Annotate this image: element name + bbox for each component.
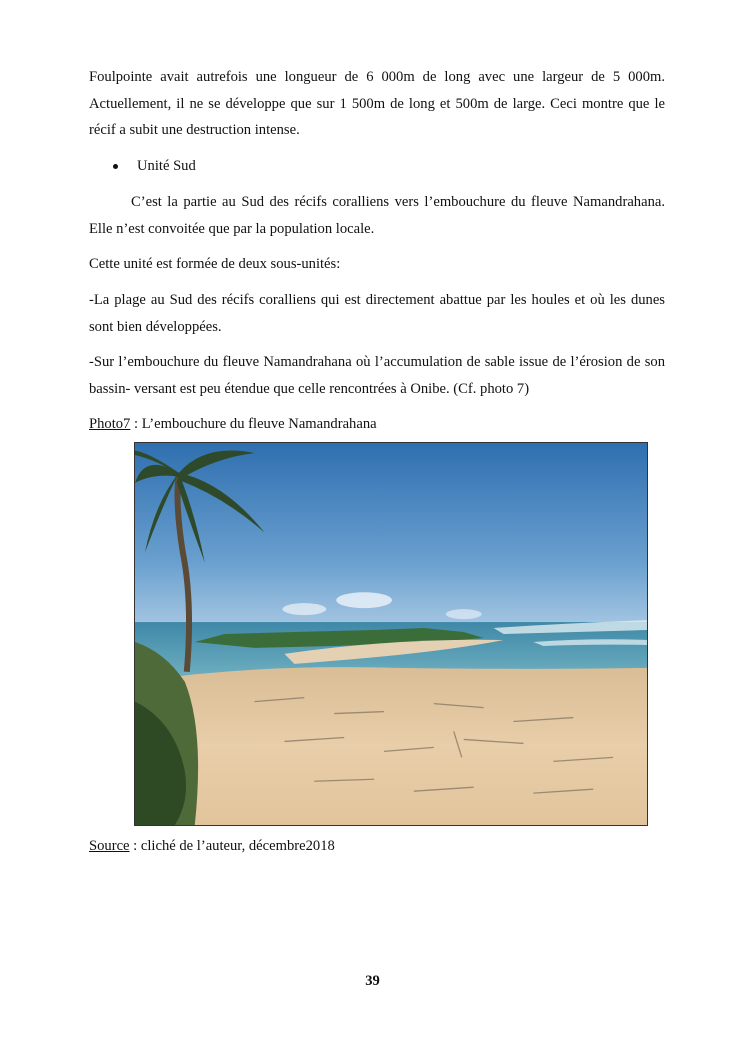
bullet-label: Unité Sud (137, 158, 196, 174)
paragraph-embouchure: -Sur l’embouchure du fleuve Namandrahana où l’accumulation de sable issue de l’érosion de son bassin- versant est peu étendue que celle rencontrées à Onibe. (Cf. photo 7) (89, 354, 665, 397)
page-number: 39 (365, 973, 380, 989)
paragraph-partie-sud: C’est la partie au Sud des récifs coralliens vers l’embouchure du fleuve Namandrahana. Elle n’est convoitée que par la population locale. (89, 194, 665, 237)
photo-source-label: Source (89, 838, 130, 854)
paragraph-foulpointe: Foulpointe avait autrefois une longueur de 6 000m de long avec une largeur de 5 000m. Actuellement, il ne se développe que sur 1 500m de long et 500m de large. Ceci montre que le récif a subit une destruction intense. (89, 69, 665, 138)
photo-caption (89, 411, 665, 438)
bullet-dot-icon (113, 164, 118, 169)
photo-source-text: : cliché de l’auteur, décembre2018 (129, 838, 335, 854)
paragraph-plage-sud: -La plage au Sud des récifs coralliens qui est directement abattue par les houles et où les dunes sont bien développées. (89, 292, 665, 335)
photo-embouchure-namandrahana (134, 442, 648, 826)
photo-caption-text: : L’embouchure du fleuve Namandrahana (130, 416, 377, 432)
photo-caption-label: Photo7 (89, 416, 131, 432)
photo-source (89, 833, 665, 860)
paragraph-sous-unites: Cette unité est formée de deux sous-unités: (89, 256, 341, 272)
